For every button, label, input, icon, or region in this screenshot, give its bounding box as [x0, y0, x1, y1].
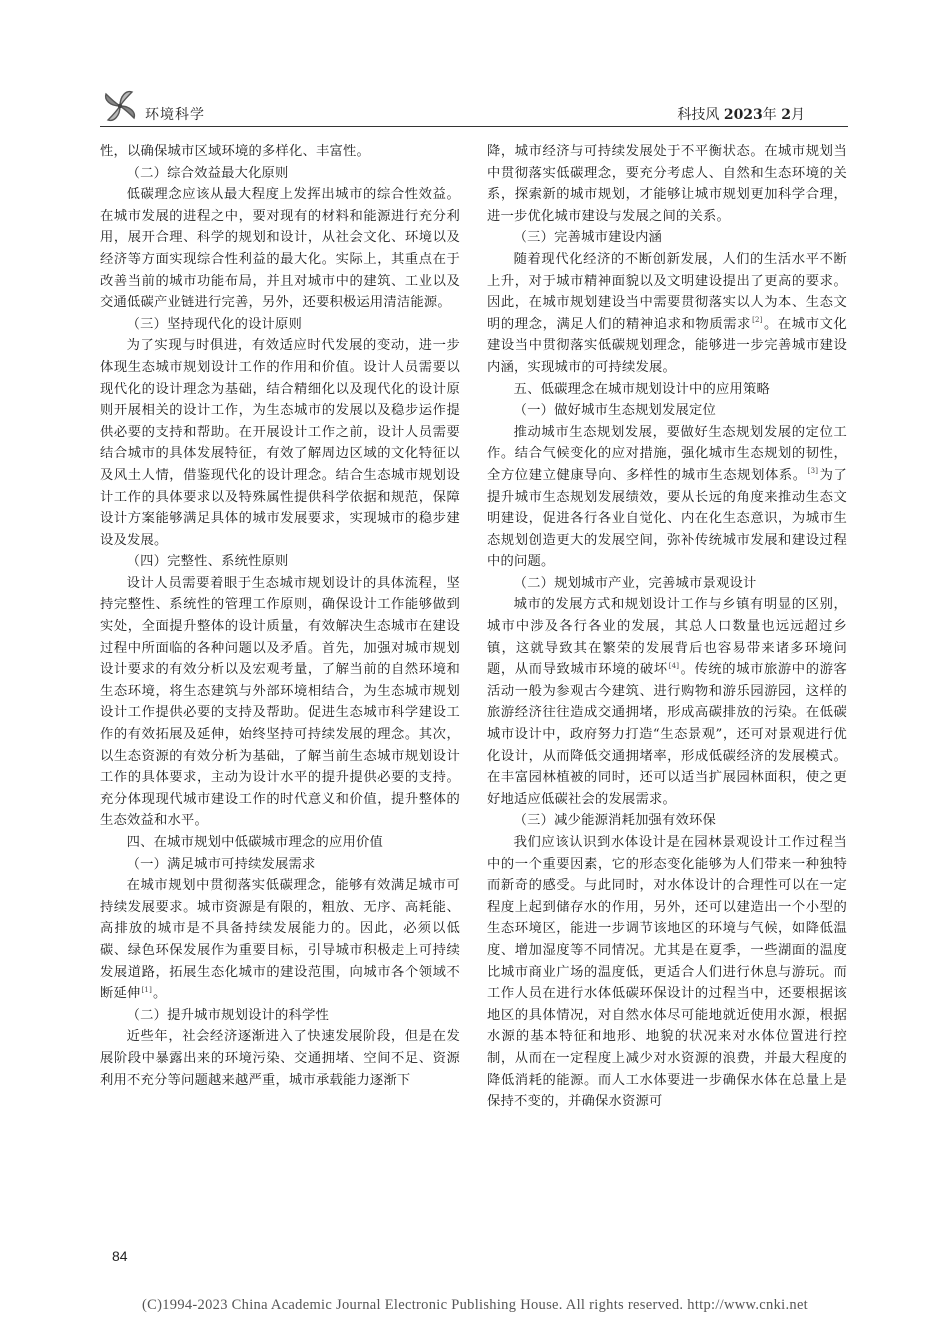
- journal-month: 2: [781, 107, 791, 123]
- body-paragraph: [100, 335, 460, 551]
- citation-reference: [4]: [668, 661, 680, 670]
- paragraph-text: （一）满足城市可持续发展需求: [126, 856, 316, 872]
- section-heading: [487, 810, 847, 832]
- paragraph-tail-text: 。传统的城市旅游中的游客活动一般为参观古今建筑、进行购物和游乐园游园，这样的旅游经济往往造成交通拥堵，形成高碳排放的污染。在低碳城市设计中，政府努力打造“生态景观”，还可对景观进行优化设计，从而降低交通拥堵率，形成低碳经济的发展模式。在丰富园林植被的同时，还可以适当扩展园林面积，使之更好地适应低碳社会的发展需求。: [487, 662, 847, 807]
- paragraph-text: （二）规划城市产业，完善城市景观设计: [513, 575, 757, 591]
- page-header: [0, 0, 950, 130]
- body-paragraph: [100, 573, 460, 832]
- right-text-column: [487, 141, 847, 1221]
- paragraph-text: 随着现代化经济的不断创新发展，人们的生活水平不断上升，对于城市精神面貌以及文明建设提出了更高的要求。因此，在城市规划建设当中需要贯彻落实以人为本、生态文明的理念，满足人们的精神追求和物质需求: [487, 251, 847, 332]
- journal-issue-info: [677, 104, 805, 124]
- paragraph-tail-text: 。在城市文化建设当中贯彻落实低碳规划理念，能够进一步完善城市建设内涵，实现城市的可持续发展。: [487, 316, 847, 375]
- section-heading: [487, 379, 847, 401]
- paragraph-text: 我们应该认识到水体设计是在园林景观设计工作过程当中的一个重要因素，它的形态变化能够为人们带来一种独特而新奇的感受。与此同时，对水体设计的合理性可以在一定程度上起到储存水的作用，另外，还可以建造出一个小型的生态环境区，能进一步调节该地区的环境与气候，如降低温度、增加湿度等不同情况。尤其是在夏季，一些湖面的温度比城市商业广场的温度低，更适合人们进行休息与游玩。而工作人员在进行水体低碳环保设计的过程当中，还要根据该地区的具体情况，对自然水体尽可能地就近使用水源，根据水源的基本特征和地形、地貌的状况来对水体位置进行控制，从而在一定程度上减少对水资源的浪费，并最大程度的降低消耗的能源。而人工水体要进一步确保水体在总量上是保持不变的，并确保水资源可: [487, 835, 847, 1110]
- paragraph-text: 五、低碳理念在城市规划设计中的应用策略: [513, 381, 771, 397]
- section-heading: [487, 573, 847, 595]
- section-heading: [100, 832, 460, 854]
- section-heading: [100, 551, 460, 573]
- paragraph-text: （二）提升城市规划设计的科学性: [126, 1007, 330, 1023]
- section-heading: [100, 1005, 460, 1027]
- section-title: 环境科学: [145, 107, 205, 123]
- section-heading: [487, 227, 847, 249]
- body-paragraph: [487, 141, 847, 227]
- journal-year: 2023: [723, 107, 763, 123]
- body-paragraph: [100, 1026, 460, 1091]
- body-paragraph: [487, 832, 847, 1113]
- section-heading: [100, 163, 460, 185]
- page-number: 84: [112, 1248, 128, 1264]
- citation-reference: [3]: [807, 467, 819, 476]
- paragraph-text: （二）综合效益最大化原则: [126, 165, 289, 181]
- body-paragraph: [487, 422, 847, 573]
- paragraph-text: 降，城市经济与可持续发展处于不平衡状态。在城市规划当中贯彻落实低碳理念，要充分考虑人、自然和生态环境的关系，探索新的城市规划，才能够让城市规划更加科学合理，进一步优化城市建设与发展之间的关系。: [487, 144, 847, 224]
- journal-name: 科技风: [677, 107, 720, 123]
- body-paragraph: [487, 594, 847, 810]
- paragraph-text: （三）坚持现代化的设计原则: [126, 316, 303, 332]
- journal-year-unit: 年: [762, 107, 777, 123]
- pinwheel-logo-icon: [100, 86, 140, 126]
- paragraph-text: 推动城市生态规划发展，要做好生态规划发展的定位工作。结合气候变化的应对措施，强化城市生态规划的韧性，全方位建立健康导向、多样性的城市生态规划体系。: [487, 424, 847, 483]
- paragraph-text: 四、在城市规划中低碳城市理念的应用价值: [126, 835, 384, 850]
- citation-reference: [1]: [141, 985, 153, 994]
- paragraph-text: 低碳理念应该从最大程度上发挥出城市的综合性效益。在城市发展的进程之中，要对现有的材料和能源进行充分利用，展开合理、科学的规划和设计，从社会文化、环境以及经济等方面实现综合性利益的最大化。实际上，其重点在于改善当前的城市功能布局，并且对城市中的建筑、工业以及交通低碳产业链进行完善，另外，还要积极运用清洁能源。: [100, 187, 460, 311]
- left-text-column: [100, 141, 460, 1221]
- section-heading: [100, 314, 460, 336]
- body-paragraph: [100, 141, 460, 163]
- copyright-notice: (C)1994-2023 China Academic Journal Electronic Publishing House. All rights reserved. http://www.cnki.net: [141, 1297, 809, 1313]
- paragraph-tail-text: 为了提升城市生态规划发展绩效，要从长远的角度来推动生态文明建设，促进各行各业自觉化、内在化生态意识，为城市生态规划创造更大的发展空间，弥补传统城市发展和建设过程中的问题。: [487, 467, 847, 570]
- header-divider: [100, 126, 848, 127]
- journal-month-unit: 月: [791, 107, 805, 123]
- paragraph-text: （四）完整性、系统性原则: [126, 554, 289, 570]
- paragraph-text: 在城市规划中贯彻落实低碳理念，能够有效满足城市可持续发展要求。城市资源是有限的，粗放、无序、高耗能、高排放的城市是不具备持续发展能力的。因此，必须以低碳、绿色环保发展作为重要目标，引导城市积极走上可持续发展道路，拓展生态化城市的建设范围，向城市各个领域不断延伸: [100, 878, 460, 1002]
- paragraph-text: 设计人员需要着眼于生态城市规划设计的具体流程，坚持完整性、系统性的管理工作原则，确保设计工作能够做到实处，全面提升整体的设计质量，有效解决生态城市在建设过程中所面临的各种问题以及矛盾。首先，加强对城市规划设计要求的有效分析以及宏观考量，了解当前的自然环境和生态环境，将生态建筑与外部环境相结合，为生态城市规划设计工作提供必要的支持及帮助。促进生态城市科学建设工作的有效拓展及延伸，始终坚持可持续发展的理念。其次，以生态资源的有效分析为基础，了解当前生态城市规划设计工作的具体要求，主动为设计水平的提升提供必要的支持。充分体现现代城市建设工作的时代意义和价值，提升整体的生态效益和水平。: [100, 575, 460, 829]
- paragraph-text: 为了实现与时俱进，有效适应时代发展的变动，进一步体现生态城市规划设计工作的作用和价值。设计人员需要以现代化的设计理念为基础，结合精细化以及现代化的设计原则开展相关的设计工作，为生态城市的发展以及稳步运作提供必要的支持和帮助。在开展设计工作之前，设计人员需要结合城市的具体发展特征，有效了解周边区域的文化特征以及风土人情，借鉴现代化的设计理念。结合生态城市规划设计工作的具体要求以及特殊属性提供科学依据和规范，保障设计方案能够满足具体的城市发展要求，实现城市的稳步建设及发展。: [100, 338, 460, 548]
- section-heading: [487, 400, 847, 422]
- paragraph-text: 性，以确保城市区域环境的多样化、丰富性。: [100, 144, 370, 159]
- paragraph-text: （三）完善城市建设内涵: [513, 230, 663, 246]
- body-paragraph: [100, 875, 460, 1005]
- citation-reference: [2]: [752, 316, 763, 325]
- paragraph-text: 城市的发展方式和规划设计工作与乡镇有明显的区别，城市中涉及各行各业的发展，其总人口数量也远远超过乡镇，这就导致其在繁荣的发展背后也容易带来诸多环境问题，从而导致城市环境的破坏: [487, 597, 847, 678]
- body-paragraph: [487, 249, 847, 379]
- paragraph-text: （一）做好城市生态规划发展定位: [513, 403, 717, 419]
- section-heading: [100, 854, 460, 876]
- paragraph-tail-text: 。: [153, 986, 167, 1002]
- paragraph-text: （三）减少能源消耗加强有效环保: [513, 813, 717, 829]
- paragraph-text: 近些年，社会经济逐渐进入了快速发展阶段，但是在发展阶段中暴露出来的环境污染、交通拥堵、空间不足、资源利用不充分等问题越来越严重，城市承载能力逐渐下: [100, 1029, 460, 1088]
- body-paragraph: [100, 184, 460, 314]
